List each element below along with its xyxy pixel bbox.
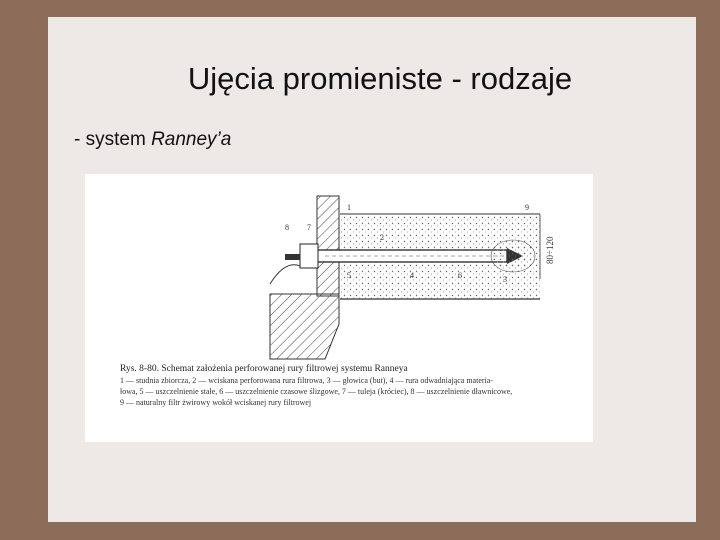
label-8: 8	[285, 223, 289, 232]
label-7: 7	[307, 223, 311, 232]
gravel-filter	[491, 240, 535, 272]
caption-line-3: 9 — naturalny filtr żwirowy wokół wciskanej rury filtrowej	[120, 398, 312, 407]
caption-line-2: łowa, 5 — uszczelnienie stałe, 6 — uszczelnienie czasowe ślizgowe, 7 — tuleja (króciec), 8 — uszczelnienie dławnicowe,	[120, 387, 513, 396]
label-3: 3	[503, 275, 507, 284]
dimension-label: 80÷120	[545, 236, 555, 264]
slide-title: Ujęcia promieniste - rodzaje	[187, 61, 573, 96]
ranney-diagram	[85, 174, 593, 442]
figure-caption	[120, 364, 590, 408]
caption-head: Rys. 8-80. Schemat założenia perforowanej rury filtrowej systemu Ranneya	[120, 364, 408, 374]
label-1: 1	[347, 203, 351, 212]
label-2: 2	[380, 233, 384, 242]
bullet-italic: Ranney’a	[151, 129, 232, 150]
label-4: 4	[410, 271, 414, 280]
slide	[48, 17, 696, 522]
label-5: 5	[347, 271, 351, 280]
label-9: 9	[525, 203, 529, 212]
well-foundation	[270, 294, 339, 359]
bullet-text	[74, 129, 231, 151]
bullet-prefix: - system	[74, 129, 152, 150]
caption-line-1: 1 — studnia zbiorcza, 2 — wciskana perforowana rura filtrowa, 3 — głowica (but), 4 — rura odwadniająca materia-	[120, 376, 493, 385]
well-wall	[317, 196, 339, 296]
label-6: 6	[458, 271, 462, 280]
